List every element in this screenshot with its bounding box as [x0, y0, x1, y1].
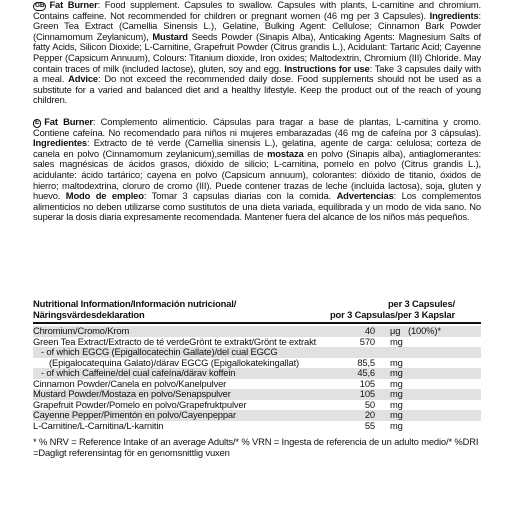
nutrition-row	[33, 389, 481, 400]
nutrition-header-title	[33, 299, 236, 320]
nutrition-row	[33, 368, 481, 379]
english-advice: : Do not exceed the recommended daily dose. Food supplements should not be used as a substitute for a varied and balanced diet and a healthy lifestyle. Keep the product out of the reach of young children.	[33, 73, 481, 106]
nutrient-value: 50	[364, 398, 375, 410]
spanish-text-block	[33, 117, 481, 223]
spanish-warnings: : Los complementos alimenticios no deben utilizarse como sustitutos de una dieta variada, equilibrada y un modo de vida sano. No superar la dosis diaria expresamente recomendada. Mantener fuera del alcance de los niños más pequeños.	[33, 190, 482, 223]
nutrient-unit: mg	[390, 335, 403, 347]
english-ingredients-b: Seeds Powder (Sinapis Alba), Anticaking Agents: Magnesium Salts of fatty Acids, Silicon Dioxide; L-Carnitine, Grapefruit Powder (Citrus grandis L.), Acidulant: Tartaric Acid; Cayenne Pepper (Capsicum Annuum), Colours: Titanium dioxide, Iron oxides; Maltodextrin, Chromium (III) Chloride. May contain traces of milk (included lactose), gluten, soy and egg.	[33, 30, 482, 74]
nutrition-header-serving-line1: per 3 Capsules/	[387, 298, 455, 309]
nutrition-row	[33, 421, 481, 432]
e-country-badge: E	[35, 119, 40, 126]
nutrient-value: 40	[364, 325, 375, 336]
english-advice-label: Advice	[68, 73, 98, 85]
nutrient-name: Cinnamon Powder/Canela en polvo/Kanelpulver	[33, 377, 227, 389]
nutrition-footnote: * % NRV = Reference Intake of an average Adults/* % VRN = Ingesta de referencia de un adulto medio/* %DRI =Dagligt referensintag för en genomsnittlig vuxen	[33, 436, 479, 458]
nutrition-rows	[33, 326, 481, 431]
nutrient-unit: mg	[390, 419, 403, 431]
english-intro: : Food supplement. Capsules to swallow. Capsules with plants, L-carnitine and chromium. Contains caffeine. Not recommended for children or pregnant women (46 mg per 3 Capsules).	[33, 0, 481, 21]
english-ingredients-a: : Green Tea Extract (Camellia Sinensis L.), Gelatine, Bulking Agent: Cellulose; Cinnamon Bark Powder (Cinnamomum Zeylanicum),	[33, 9, 481, 42]
english-instructions-label: Instructions for use	[284, 62, 370, 74]
nutrient-name: L-Carnitine/L-Carnitina/L-karnitin	[33, 419, 164, 431]
nutrition-row	[33, 326, 481, 337]
nutrient-name: (Epigalocatequina Galato)/därav EGCG (Epigallokatekingallat)	[49, 356, 299, 368]
english-text-block	[33, 0, 481, 106]
nutrient-unit: mg	[390, 367, 403, 378]
english-product-title: Fat Burner	[49, 0, 98, 10]
nutrient-unit: mg	[390, 388, 403, 399]
nutrition-table	[33, 299, 481, 458]
spanish-mostaza-allergen: mostaza	[267, 147, 304, 159]
nutrient-name: - of which Caffeine/del cual cafeína/därav koffein	[41, 367, 236, 378]
spanish-ingredients-label: Ingredientes	[33, 137, 87, 149]
spanish-product-title: Fat Burner	[44, 116, 93, 127]
nutrition-row	[33, 347, 481, 358]
nutrient-value: 55	[364, 419, 375, 431]
nutrient-name: Chromium/Cromo/Krom	[33, 325, 130, 336]
gb-country-badge: GB	[35, 2, 45, 9]
spanish-intro: : Complemento alimenticio. Cápsulas para tragar a base de plantas, L-carnitina y cromo. Contiene cafeína. No recomendado para niños ni mujeres embarazadas (46 mg de cafeína por 3 cápsulas).	[33, 116, 481, 138]
nutrient-unit: mg	[390, 409, 403, 420]
nutrient-value: 45,6	[357, 367, 375, 378]
nutrient-nrv: (100%)*	[408, 325, 441, 336]
nutrition-header-serving	[330, 299, 455, 320]
nutrient-value: 570	[359, 335, 375, 347]
nutrient-unit: mg	[390, 398, 403, 410]
nutrient-name: Mustard Powder/Mostaza en polvo/Senapspulver	[33, 388, 231, 399]
nutrient-value: 105	[359, 377, 375, 389]
nutrient-value: 105	[359, 388, 375, 399]
nutrient-unit: µg	[390, 325, 401, 336]
nutrient-unit: mg	[390, 377, 403, 389]
nutrition-row	[33, 410, 481, 421]
spanish-ingredients-b: en polvo (Sinapis alba), antiaglomerantes: sales magnésicas de ácidos grasos, dióxido de silicio; L-carnitina, pomelo en polvo (Citrus grandis L.), acidulante: ácido tartárico; cayena en polvo (Capsicum annuum), colorantes: dióxido de titanio, óxidos de hierro; maltodextrina, cloruro de cromo (III). Puede contener trazas de leche (incluida lactosa), soja, gluten y huevo.	[33, 147, 481, 202]
nutrient-value: 85,5	[357, 356, 375, 368]
nutrient-name: Cayenne Pepper/Pimentón en polvo/Cayenpeppar	[33, 409, 236, 420]
spanish-mode: : Tomar 3 capsulas diarias con la comida.	[143, 190, 337, 202]
english-ingredients-label: Ingredients	[429, 9, 479, 21]
nutrient-name: Green Tea Extract/Extracto de té verdeGrönt te extrakt/Grönt te extrakt	[33, 335, 317, 347]
english-instructions: : Take 3 capsules daily with a meal.	[33, 62, 481, 85]
nutrition-header	[33, 299, 481, 324]
nutrient-unit: mg	[390, 356, 403, 368]
nutrient-name: Grapefruit Powder/Pomelo en polvo/Grapefruktpulver	[33, 398, 247, 410]
nutrition-header-serving-line2: por 3 Capsulas/per 3 Kapslar	[329, 308, 455, 320]
spanish-warnings-label: Advertencias	[336, 190, 394, 202]
nutrition-header-title-line1: Nutritional Information/Información nutricional/	[33, 298, 237, 309]
spanish-mode-label: Modo de empleo	[65, 190, 144, 202]
nutrition-header-title-line2: Näringsvärdesdeklaration	[33, 308, 145, 320]
spanish-ingredients-a: : Extracto de té verde (Camellia sinensis L.), gelatina, agente de carga: celulosa; corteza de canela en polvo (Cinnamomum zeylanicum),semillas de	[33, 137, 481, 159]
english-mustard-allergen: Mustard	[152, 30, 188, 42]
nutrient-value: 20	[364, 409, 375, 420]
nutrient-name: - of which EGCG (Epigallocatechin Gallate)/del cual EGCG	[41, 346, 278, 357]
